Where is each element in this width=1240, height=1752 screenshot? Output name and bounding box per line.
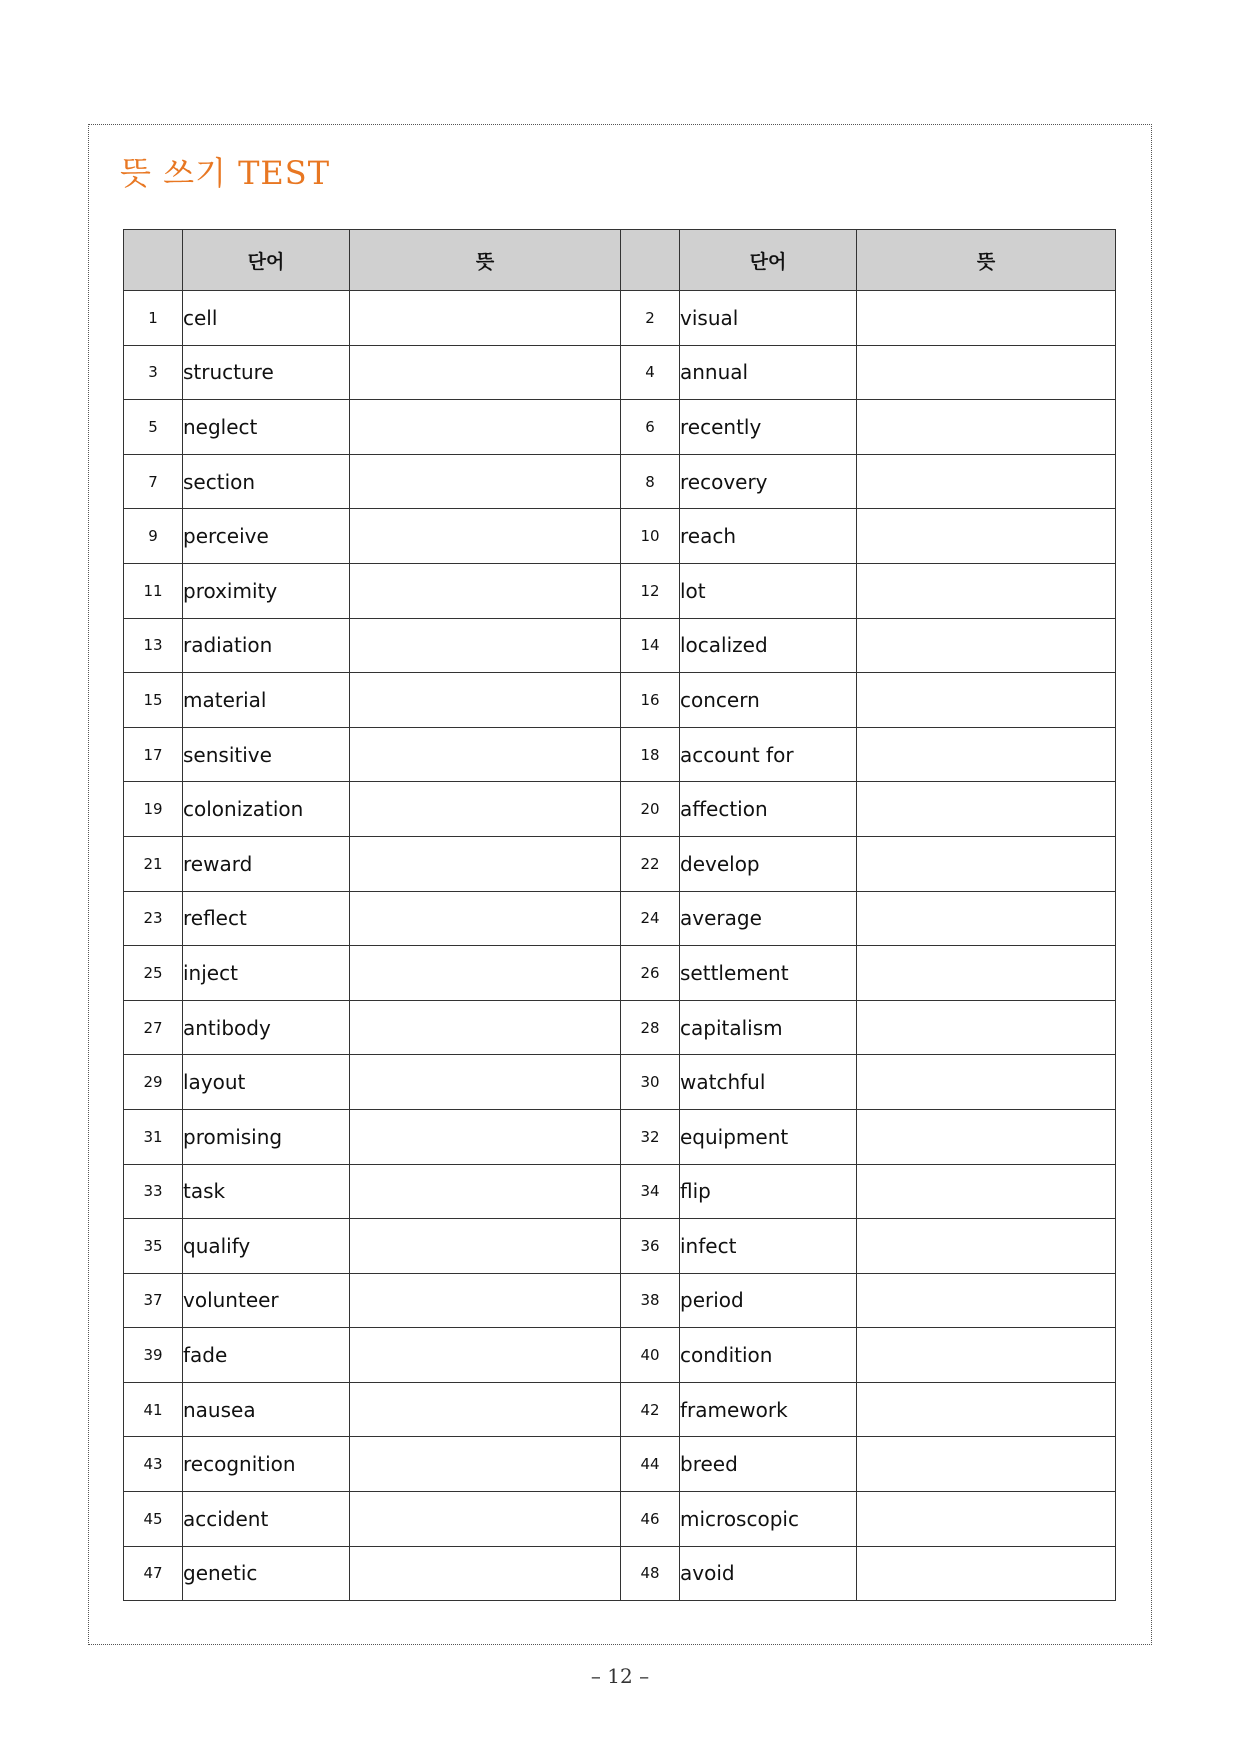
table-row [124, 1492, 1116, 1547]
item-number: 25 [124, 946, 183, 1001]
meaning-answer-cell[interactable] [857, 1164, 1116, 1219]
meaning-answer-cell[interactable] [350, 782, 621, 837]
vocab-word: lot [680, 563, 857, 618]
item-number: 10 [621, 509, 680, 564]
table-row [124, 1382, 1116, 1437]
table-row [124, 673, 1116, 728]
meaning-answer-cell[interactable] [857, 1546, 1116, 1601]
meaning-answer-cell[interactable] [857, 836, 1116, 891]
vocab-word: reward [183, 836, 350, 891]
item-number: 31 [124, 1109, 183, 1164]
item-number: 12 [621, 563, 680, 618]
item-number: 41 [124, 1382, 183, 1437]
header-meaning-left: 뜻 [350, 230, 621, 291]
vocab-word: capitalism [680, 1000, 857, 1055]
item-number: 27 [124, 1000, 183, 1055]
meaning-answer-cell[interactable] [857, 673, 1116, 728]
item-number: 20 [621, 782, 680, 837]
meaning-answer-cell[interactable] [857, 1109, 1116, 1164]
meaning-answer-cell[interactable] [857, 727, 1116, 782]
vocab-word: structure [183, 345, 350, 400]
vocab-word: reach [680, 509, 857, 564]
vocab-word: colonization [183, 782, 350, 837]
item-number: 29 [124, 1055, 183, 1110]
vocab-word: develop [680, 836, 857, 891]
vocab-word: inject [183, 946, 350, 1001]
vocab-word: section [183, 454, 350, 509]
meaning-answer-cell[interactable] [857, 1328, 1116, 1383]
table-row [124, 509, 1116, 564]
meaning-answer-cell[interactable] [350, 618, 621, 673]
item-number: 33 [124, 1164, 183, 1219]
vocab-word: recently [680, 400, 857, 455]
meaning-answer-cell[interactable] [857, 946, 1116, 1001]
meaning-answer-cell[interactable] [857, 563, 1116, 618]
meaning-answer-cell[interactable] [857, 618, 1116, 673]
item-number: 22 [621, 836, 680, 891]
item-number: 35 [124, 1219, 183, 1274]
meaning-answer-cell[interactable] [350, 509, 621, 564]
header-number-right [621, 230, 680, 291]
vocab-word: account for [680, 727, 857, 782]
meaning-answer-cell[interactable] [857, 345, 1116, 400]
vocab-word: microscopic [680, 1492, 857, 1547]
item-number: 18 [621, 727, 680, 782]
item-number: 32 [621, 1109, 680, 1164]
vocab-word: antibody [183, 1000, 350, 1055]
meaning-answer-cell[interactable] [857, 1219, 1116, 1274]
meaning-answer-cell[interactable] [857, 1382, 1116, 1437]
vocab-word: qualify [183, 1219, 350, 1274]
table-row [124, 1273, 1116, 1328]
item-number: 5 [124, 400, 183, 455]
vocab-word: genetic [183, 1546, 350, 1601]
vocab-word: accident [183, 1492, 350, 1547]
meaning-answer-cell[interactable] [350, 345, 621, 400]
item-number: 43 [124, 1437, 183, 1492]
item-number: 47 [124, 1546, 183, 1601]
meaning-answer-cell[interactable] [350, 291, 621, 346]
vocab-word: affection [680, 782, 857, 837]
vocab-word: breed [680, 1437, 857, 1492]
item-number: 37 [124, 1273, 183, 1328]
item-number: 7 [124, 454, 183, 509]
item-number: 9 [124, 509, 183, 564]
meaning-answer-cell[interactable] [350, 1164, 621, 1219]
meaning-answer-cell[interactable] [350, 1492, 621, 1547]
item-number: 6 [621, 400, 680, 455]
vocab-word: flip [680, 1164, 857, 1219]
item-number: 26 [621, 946, 680, 1001]
item-number: 3 [124, 345, 183, 400]
vocab-word: framework [680, 1382, 857, 1437]
meaning-answer-cell[interactable] [350, 1055, 621, 1110]
vocab-word: perceive [183, 509, 350, 564]
vocab-word: period [680, 1273, 857, 1328]
item-number: 39 [124, 1328, 183, 1383]
item-number: 8 [621, 454, 680, 509]
meaning-answer-cell[interactable] [857, 1273, 1116, 1328]
vocab-word: nausea [183, 1382, 350, 1437]
meaning-answer-cell[interactable] [857, 454, 1116, 509]
page-title: 뜻 쓰기 TEST [120, 154, 331, 192]
item-number: 45 [124, 1492, 183, 1547]
meaning-answer-cell[interactable] [857, 1055, 1116, 1110]
meaning-answer-cell[interactable] [857, 891, 1116, 946]
item-number: 42 [621, 1382, 680, 1437]
table-row [124, 946, 1116, 1001]
item-number: 1 [124, 291, 183, 346]
meaning-answer-cell[interactable] [350, 946, 621, 1001]
header-word-left: 단어 [183, 230, 350, 291]
page-number: – 12 – [590, 1664, 650, 1688]
meaning-answer-cell[interactable] [350, 563, 621, 618]
item-number: 40 [621, 1328, 680, 1383]
vocab-table-body [124, 291, 1116, 1601]
item-number: 4 [621, 345, 680, 400]
item-number: 14 [621, 618, 680, 673]
table-row [124, 563, 1116, 618]
meaning-answer-cell[interactable] [350, 727, 621, 782]
vocab-word: watchful [680, 1055, 857, 1110]
vocab-word: task [183, 1164, 350, 1219]
meaning-answer-cell[interactable] [350, 454, 621, 509]
vocab-word: cell [183, 291, 350, 346]
meaning-answer-cell[interactable] [350, 891, 621, 946]
vocab-word: reflect [183, 891, 350, 946]
vocab-word: radiation [183, 618, 350, 673]
table-row [124, 291, 1116, 346]
table-row [124, 782, 1116, 837]
item-number: 30 [621, 1055, 680, 1110]
table-row [124, 1164, 1116, 1219]
vocab-word: infect [680, 1219, 857, 1274]
vocab-word: visual [680, 291, 857, 346]
table-row [124, 454, 1116, 509]
item-number: 11 [124, 563, 183, 618]
vocab-word: layout [183, 1055, 350, 1110]
item-number: 23 [124, 891, 183, 946]
vocab-word: annual [680, 345, 857, 400]
vocab-word: neglect [183, 400, 350, 455]
vocab-word: average [680, 891, 857, 946]
meaning-answer-cell[interactable] [350, 1382, 621, 1437]
item-number: 13 [124, 618, 183, 673]
header-number-left [124, 230, 183, 291]
table-row [124, 1437, 1116, 1492]
meaning-answer-cell[interactable] [857, 1437, 1116, 1492]
meaning-answer-cell[interactable] [350, 1437, 621, 1492]
meaning-answer-cell[interactable] [350, 1000, 621, 1055]
meaning-answer-cell[interactable] [350, 673, 621, 728]
header-meaning-right: 뜻 [857, 230, 1116, 291]
vocab-table [123, 229, 1116, 1601]
item-number: 34 [621, 1164, 680, 1219]
item-number: 28 [621, 1000, 680, 1055]
table-row [124, 400, 1116, 455]
meaning-answer-cell[interactable] [857, 1000, 1116, 1055]
item-number: 2 [621, 291, 680, 346]
item-number: 24 [621, 891, 680, 946]
table-row [124, 836, 1116, 891]
vocab-word: equipment [680, 1109, 857, 1164]
table-row [124, 1219, 1116, 1274]
meaning-answer-cell[interactable] [857, 1492, 1116, 1547]
vocab-word: concern [680, 673, 857, 728]
vocab-word: volunteer [183, 1273, 350, 1328]
item-number: 15 [124, 673, 183, 728]
table-row [124, 727, 1116, 782]
item-number: 46 [621, 1492, 680, 1547]
meaning-answer-cell[interactable] [857, 400, 1116, 455]
vocab-word: proximity [183, 563, 350, 618]
meaning-answer-cell[interactable] [350, 400, 621, 455]
item-number: 36 [621, 1219, 680, 1274]
table-row [124, 345, 1116, 400]
item-number: 21 [124, 836, 183, 891]
table-row [124, 1000, 1116, 1055]
meaning-answer-cell[interactable] [857, 782, 1116, 837]
vocab-word: recovery [680, 454, 857, 509]
item-number: 16 [621, 673, 680, 728]
vocab-word: settlement [680, 946, 857, 1001]
table-row [124, 891, 1116, 946]
table-header-row [124, 230, 1116, 291]
meaning-answer-cell[interactable] [350, 1328, 621, 1383]
vocab-word: condition [680, 1328, 857, 1383]
item-number: 44 [621, 1437, 680, 1492]
item-number: 19 [124, 782, 183, 837]
vocab-word: recognition [183, 1437, 350, 1492]
vocab-word: localized [680, 618, 857, 673]
meaning-answer-cell[interactable] [350, 1546, 621, 1601]
vocab-word: material [183, 673, 350, 728]
meaning-answer-cell[interactable] [350, 1273, 621, 1328]
table-row [124, 1109, 1116, 1164]
meaning-answer-cell[interactable] [350, 836, 621, 891]
vocab-word: promising [183, 1109, 350, 1164]
item-number: 48 [621, 1546, 680, 1601]
vocab-word: fade [183, 1328, 350, 1383]
item-number: 38 [621, 1273, 680, 1328]
item-number: 17 [124, 727, 183, 782]
vocab-word: avoid [680, 1546, 857, 1601]
meaning-answer-cell[interactable] [857, 509, 1116, 564]
header-word-right: 단어 [680, 230, 857, 291]
meaning-answer-cell[interactable] [350, 1109, 621, 1164]
table-row [124, 1055, 1116, 1110]
meaning-answer-cell[interactable] [350, 1219, 621, 1274]
table-row [124, 1328, 1116, 1383]
table-row [124, 618, 1116, 673]
vocab-word: sensitive [183, 727, 350, 782]
table-row [124, 1546, 1116, 1601]
meaning-answer-cell[interactable] [857, 291, 1116, 346]
